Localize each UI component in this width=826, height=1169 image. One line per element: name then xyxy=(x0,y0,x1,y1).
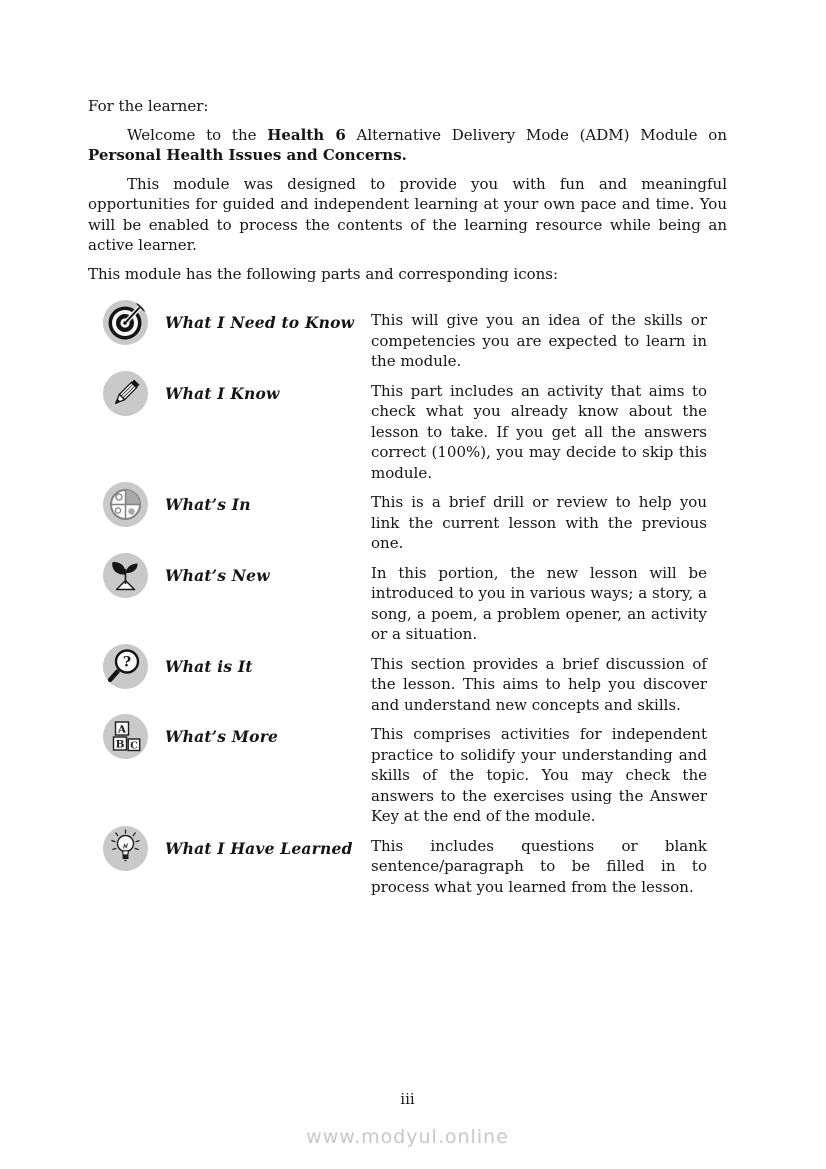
pencil-icon xyxy=(103,371,148,416)
part-row-whats-new xyxy=(88,563,727,645)
part-label: What’s More xyxy=(165,727,279,746)
icon-column xyxy=(88,310,165,345)
module-subject-bold: Health 6 xyxy=(267,125,346,144)
icon-column xyxy=(88,724,165,759)
icon-column xyxy=(88,492,165,527)
abc-blocks-icon xyxy=(103,714,148,759)
page-number: iii xyxy=(400,1090,415,1108)
svg-text:C: C xyxy=(130,740,138,752)
part-label: What I Have Learned xyxy=(165,838,353,858)
part-description: In this portion, the new lesson will be introduced to you in various ways; a story, a song, a poem, a problem opener, an activity or a situation. xyxy=(371,563,707,643)
module-topic-bold: Personal Health Issues and Concerns. xyxy=(88,146,407,164)
module-design-paragraph: This module was designed to provide you with fun and meaningful opportunities for guided and independent learning at your own pace and time. You will be enabled to process the contents of the learning resource while being an active learner. xyxy=(88,174,727,254)
for-the-learner-heading: For the learner: xyxy=(88,97,209,115)
page-footer xyxy=(88,1089,727,1147)
lightbulb-icon xyxy=(103,826,148,871)
part-label: What I Know xyxy=(165,383,280,403)
part-row-whats-more xyxy=(88,724,727,827)
parts-intro-paragraph: This module has the following parts and corresponding icons: xyxy=(88,264,559,283)
svg-text:?: ? xyxy=(122,654,132,670)
icon-column xyxy=(88,563,165,598)
part-label: What’s In xyxy=(165,495,251,514)
icon-column xyxy=(88,381,165,416)
magnifier-question-icon xyxy=(103,644,148,689)
welcome-text-mid: Alternative Delivery Mode (ADM) Module on xyxy=(345,125,727,144)
puzzle-icon xyxy=(103,482,148,527)
part-row-what-i-need-to-know xyxy=(88,310,727,372)
part-row-whats-in xyxy=(88,492,727,554)
svg-text:A: A xyxy=(117,723,127,736)
part-row-what-is-it xyxy=(88,654,727,716)
target-icon xyxy=(103,300,148,345)
watermark: www.modyul.online xyxy=(306,1125,509,1148)
part-description: This is a brief drill or review to help you link the current lesson with the previous one. xyxy=(371,493,707,552)
part-description: This part includes an activity that aims to check what you already know about the lesson to take. If you get all the answers correct (100%), you may decide to skip this module. xyxy=(371,381,707,482)
part-description: This will give you an idea of the skills or competencies you are expected to learn in the module. xyxy=(371,311,707,370)
part-description: This includes questions or blank sentence/paragraph to be filled in to process what you learned from the lesson. xyxy=(371,836,707,896)
part-description: This comprises activities for independent practice to solidify your understanding and skills of the topic. You may check the answers to the exercises using the Answer Key at the end of the module. xyxy=(371,725,707,825)
icon-column xyxy=(88,654,165,689)
part-label: What I Need to Know xyxy=(165,313,355,332)
part-row-what-i-know xyxy=(88,381,727,484)
plant-icon xyxy=(103,553,148,598)
part-label: What is It xyxy=(165,656,253,676)
part-row-what-i-have-learned xyxy=(88,836,727,898)
icon-column xyxy=(88,836,165,871)
welcome-text-pre: Welcome to the xyxy=(127,125,268,144)
part-label: What’s New xyxy=(165,565,270,585)
welcome-paragraph xyxy=(88,125,727,166)
part-description: This section provides a brief discussion of the lesson. This aims to help you discover and understand new concepts and skills. xyxy=(371,654,707,714)
module-parts-table xyxy=(88,310,727,906)
svg-text:B: B xyxy=(115,738,125,751)
